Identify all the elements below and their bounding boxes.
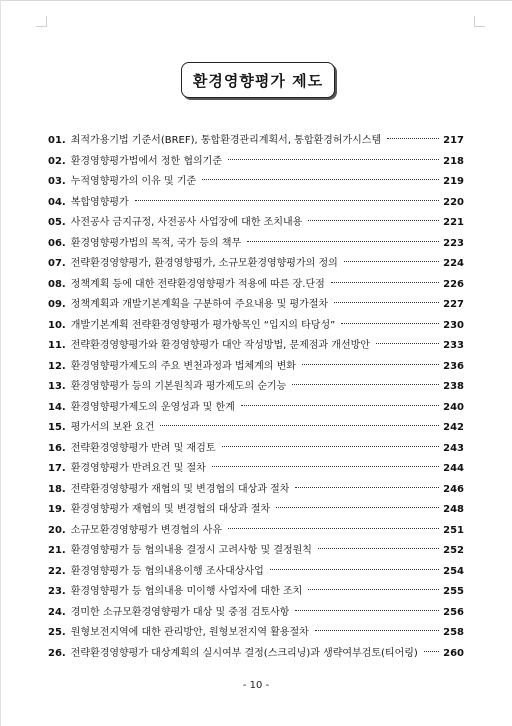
toc-entry-number: 02. xyxy=(48,155,66,167)
toc-entry-page: 243 xyxy=(443,442,464,454)
toc-leader-dots xyxy=(308,589,439,590)
toc-entry-title: 전략환경영향평가 대상계획의 실시여부 결정(스크리닝)과 생략여부검토(티어링) xyxy=(70,647,418,659)
toc-entry-number: 21. xyxy=(48,545,66,556)
page-edge-left xyxy=(0,0,1,726)
toc-leader-dots xyxy=(270,569,439,570)
toc-entry-page: 238 xyxy=(443,381,464,392)
toc-entry-number: 25. xyxy=(48,627,66,638)
toc-entry xyxy=(48,603,464,624)
toc-entry-title: 최적가용기법 기준서(BREF), 통합환경관리계획서, 통합환경허가시스템 xyxy=(70,135,382,146)
toc-entry-title: 복합영향평가 xyxy=(70,196,129,208)
toc-entry-title: 전략환경영향평가 재협의 및 변경협의 대상과 절차 xyxy=(70,483,290,495)
toc-entry-page: 254 xyxy=(443,565,464,577)
toc-entry xyxy=(48,316,464,337)
toc-entry-number: 11. xyxy=(48,340,66,351)
toc-entry-title: 평가서의 보완 요건 xyxy=(70,422,155,433)
toc-entry xyxy=(48,644,464,665)
toc-entry-title: 사전공사 금지규정, 사전공사 사업장에 대한 조치내용 xyxy=(70,217,303,228)
toc-entry-number: 01. xyxy=(48,135,66,146)
toc-entry-page: 226 xyxy=(443,278,464,290)
toc-entry xyxy=(48,541,464,562)
toc-entry-number: 22. xyxy=(48,565,66,577)
toc-entry-page: 220 xyxy=(443,196,464,208)
toc-entry-title: 전략환경영향평가, 환경영향평가, 소규모환경영향평가의 정의 xyxy=(70,258,338,269)
toc-entry-title: 전략환경영향평가 반려 및 재검토 xyxy=(70,442,216,454)
toc-entry xyxy=(48,234,464,255)
toc-entry-title: 정책계획과 개발기본계획을 구분하여 주요내용 및 평가절차 xyxy=(70,299,329,310)
toc-leader-dots xyxy=(228,159,439,160)
toc-entry-number: 24. xyxy=(48,606,66,618)
toc-entry-number: 15. xyxy=(48,422,66,433)
toc-entry-page: 221 xyxy=(443,217,464,228)
toc-leader-dots xyxy=(222,446,440,447)
toc-leader-dots xyxy=(241,405,439,406)
toc-leader-dots xyxy=(318,548,439,549)
toc-entry-title: 원형보전지역에 대한 관리방안, 원형보전지역 활용절차 xyxy=(70,627,309,638)
toc-entry-page: 242 xyxy=(443,422,464,433)
toc-entry-title: 개발기본계획 전략환경영향평가 평가항목인 “입지의 타당성” xyxy=(70,319,336,331)
toc-entry xyxy=(48,193,464,214)
toc-leader-dots xyxy=(334,302,439,303)
toc-entry xyxy=(48,254,464,275)
toc-entry-title: 정책계획 등에 대한 전략환경영향평가 적용에 따른 장.단점 xyxy=(70,278,325,290)
toc-entry xyxy=(48,418,464,439)
toc-entry-number: 12. xyxy=(48,360,66,372)
toc-leader-dots xyxy=(331,282,439,283)
toc-entry-number: 13. xyxy=(48,381,66,392)
toc-entry xyxy=(48,213,464,234)
toc-entry-number: 03. xyxy=(48,176,66,187)
toc-entry-title: 경미한 소규모환경영향평가 대상 및 중점 검토사항 xyxy=(70,606,290,618)
toc-entry-title: 환경영향평가법에서 정한 협의기준 xyxy=(70,155,222,167)
toc-entry-title: 환경영향평가법의 목적, 국가 등의 책무 xyxy=(70,237,242,249)
toc-entry-page: 240 xyxy=(443,401,464,413)
toc-entry xyxy=(48,295,464,316)
toc-entry-number: 20. xyxy=(48,524,66,536)
toc-entry-number: 10. xyxy=(48,319,66,331)
toc-entry xyxy=(48,582,464,603)
toc-entry-number: 23. xyxy=(48,586,66,597)
toc-entry-page: 236 xyxy=(443,360,464,372)
toc-entry-page: 258 xyxy=(443,627,464,638)
toc-entry xyxy=(48,398,464,419)
toc-entry xyxy=(48,131,464,152)
toc-entry xyxy=(48,172,464,193)
toc-entry-title: 환경영향평가제도의 주요 변천과정과 법체계의 변화 xyxy=(70,360,296,372)
toc-entry-title: 환경영향평가 반려요건 및 절차 xyxy=(70,463,206,474)
toc-leader-dots xyxy=(228,528,439,529)
toc-entry-title: 환경영향평가 등 협의내용이행 조사대상사업 xyxy=(70,565,264,577)
toc-entry-title: 환경영향평가 등 협의내용 미이행 사업자에 대한 조치 xyxy=(70,586,303,597)
toc-entry-page: 255 xyxy=(443,586,464,597)
toc-entry-number: 07. xyxy=(48,258,66,269)
toc-entry xyxy=(48,357,464,378)
toc-entry-page: 251 xyxy=(443,524,464,536)
toc-entry-page: 217 xyxy=(443,135,464,146)
toc-entry-title: 환경영향평가 재협의 및 변경협의 대상과 절차 xyxy=(70,504,271,515)
crop-mark-top-left xyxy=(36,16,47,27)
toc-leader-dots xyxy=(202,179,439,180)
toc-entry xyxy=(48,439,464,460)
toc-entry xyxy=(48,459,464,480)
toc-entry-title: 소규모환경영향평가 변경협의 사유 xyxy=(70,524,222,536)
toc-leader-dots xyxy=(424,651,439,652)
toc-entry xyxy=(48,562,464,583)
toc-leader-dots xyxy=(212,466,439,467)
crop-mark-top-right xyxy=(474,16,485,27)
toc-entry-page: 260 xyxy=(443,647,464,659)
toc-entry-number: 14. xyxy=(48,401,66,413)
toc-entry-number: 16. xyxy=(48,442,66,454)
toc-entry-title: 전략환경영향평가와 환경영향평가 대안 작성방법, 문제점과 개선방안 xyxy=(70,340,370,351)
toc-entry-number: 08. xyxy=(48,278,66,290)
toc-entry-page: 223 xyxy=(443,237,464,249)
toc-leader-dots xyxy=(387,138,439,139)
toc-entry-page: 244 xyxy=(443,463,464,474)
toc-leader-dots xyxy=(302,364,439,365)
chapter-title-box xyxy=(181,62,335,98)
toc-entry-number: 26. xyxy=(48,647,66,659)
page-number: - 10 - xyxy=(242,680,270,691)
toc-entry-page: 246 xyxy=(443,483,464,495)
toc-leader-dots xyxy=(308,220,439,221)
toc-entry-page: 230 xyxy=(443,319,464,331)
toc-leader-dots xyxy=(276,507,439,508)
toc-entry xyxy=(48,152,464,173)
toc-entry-number: 17. xyxy=(48,463,66,474)
toc-entry-number: 05. xyxy=(48,217,66,228)
toc-leader-dots xyxy=(295,487,439,488)
toc-leader-dots xyxy=(315,630,439,631)
toc-entry-number: 06. xyxy=(48,237,66,249)
toc-entry xyxy=(48,336,464,357)
toc-leader-dots xyxy=(295,610,439,611)
toc-entry-title: 환경영향평가 등 협의내용 결정시 고려사항 및 결정원칙 xyxy=(70,545,312,556)
chapter-title: 환경영향평가 제도 xyxy=(192,71,324,90)
toc-entry-title: 환경영향평가 등의 기본원칙과 평가제도의 순기능 xyxy=(70,381,287,392)
toc-leader-dots xyxy=(292,384,439,385)
toc-entry-page: 218 xyxy=(443,155,464,167)
toc-entry-title: 누적영향평가의 이유 및 기준 xyxy=(70,176,197,187)
toc-entry-number: 18. xyxy=(48,483,66,495)
toc-entry xyxy=(48,623,464,644)
toc-entry-page: 224 xyxy=(443,258,464,269)
toc-entry-number: 19. xyxy=(48,504,66,515)
toc-entry-page: 256 xyxy=(443,606,464,618)
toc-leader-dots xyxy=(247,241,439,242)
toc-leader-dots xyxy=(135,200,439,201)
toc-leader-dots xyxy=(341,323,439,324)
table-of-contents xyxy=(48,131,464,664)
toc-entry-page: 252 xyxy=(443,545,464,556)
toc-entry-title: 환경영향평가제도의 운영성과 및 한계 xyxy=(70,401,235,413)
toc-entry-page: 233 xyxy=(443,340,464,351)
toc-entry-page: 248 xyxy=(443,504,464,515)
toc-entry-page: 219 xyxy=(443,176,464,187)
page-edge-top xyxy=(0,0,512,1)
toc-leader-dots xyxy=(344,261,439,262)
toc-leader-dots xyxy=(160,425,439,426)
toc-entry xyxy=(48,500,464,521)
toc-entry xyxy=(48,377,464,398)
toc-entry-number: 04. xyxy=(48,196,66,208)
toc-leader-dots xyxy=(376,343,439,344)
toc-entry-number: 09. xyxy=(48,299,66,310)
toc-entry-page: 227 xyxy=(443,299,464,310)
toc-entry xyxy=(48,480,464,501)
toc-entry xyxy=(48,521,464,542)
toc-entry xyxy=(48,275,464,296)
